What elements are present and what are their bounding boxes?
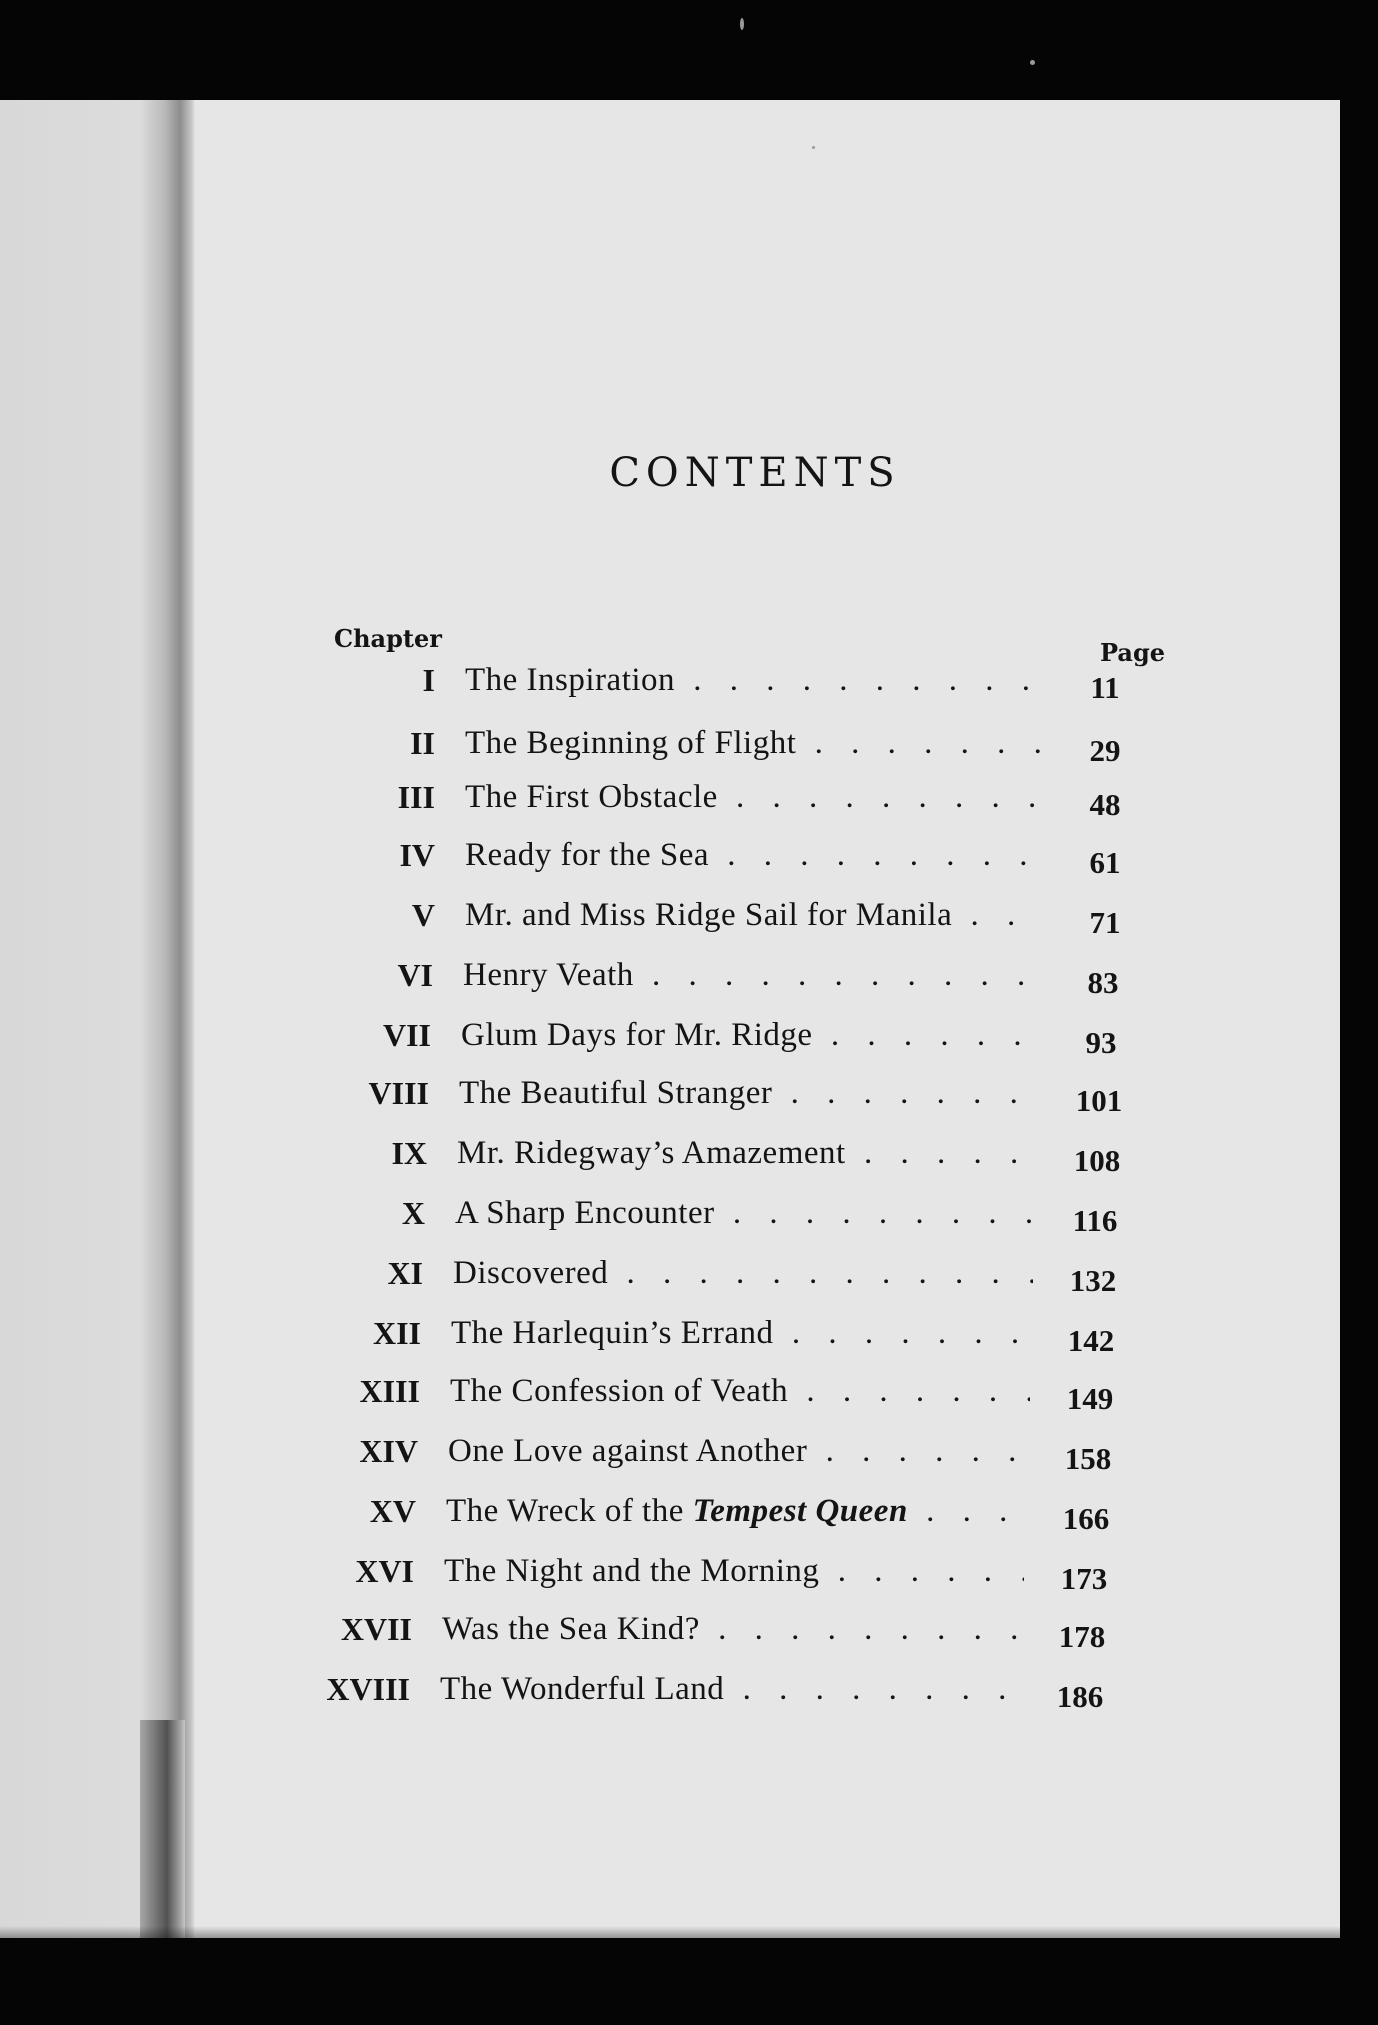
chapter-number: III [397,779,435,815]
chapter-number: IX [391,1135,427,1171]
page-number: 142 [1067,1323,1115,1358]
page-number: 158 [1064,1441,1112,1476]
chapter-column-label: Chapter [334,624,442,653]
page-number: 101 [1075,1083,1123,1118]
chapter-number: V [411,897,435,933]
page-number: 166 [1062,1501,1110,1536]
chapter-title: Mr. and Miss Ridge Sail for Manila . . . [465,890,1045,940]
page-number: 178 [1058,1619,1106,1654]
chapter-title: Was the Sea Kind? . . . [442,1604,1022,1654]
chapter-title: The Harlequin’s Errand . . . [451,1308,1031,1358]
page-number: 48 [1089,787,1121,822]
chapter-title: Mr. Ridegway’s Amazement . . . [457,1128,1037,1178]
page-number: 108 [1073,1143,1121,1178]
page-number: 132 [1069,1263,1117,1298]
chapter-title: Discovered . . . [453,1248,1033,1298]
page-number: 116 [1072,1203,1118,1238]
page-column-label: Page [1100,638,1166,667]
chapter-number: I [422,662,435,698]
page-number: 71 [1089,905,1121,940]
contents-heading: CONTENTS [609,450,901,496]
chapter-title: One Love against Another . . . [448,1426,1028,1476]
page-number: 173 [1060,1561,1108,1596]
chapter-title: The Beginning of Flight . . . [465,718,1045,768]
page-number: 83 [1087,965,1119,1000]
chapter-number: II [410,725,435,761]
page-number: 149 [1066,1381,1114,1416]
chapter-title: Henry Veath . . . [463,950,1043,1000]
chapter-number: XVI [355,1553,414,1589]
chapter-number: X [401,1195,425,1231]
chapter-number: XII [372,1315,421,1351]
chapter-title: The Confession of Veath . . . [450,1366,1030,1416]
chapter-title: The Beautiful Stranger . . . [459,1068,1039,1118]
chapter-title: A Sharp Encounter . . . [455,1188,1035,1238]
chapter-title: The Inspiration . . . [465,655,1045,705]
page-number: 11 [1090,670,1120,705]
page-number: 29 [1089,733,1121,768]
chapter-number: XVII [340,1611,412,1647]
chapter-title: Glum Days for Mr. Ridge . . . [461,1010,1041,1060]
chapter-number: VI [397,957,433,993]
page-number: 186 [1056,1679,1104,1714]
chapter-title: Ready for the Sea . . . [465,830,1045,880]
chapter-title: The Night and the Morning . . . [444,1546,1024,1596]
chapter-number: XI [387,1255,423,1291]
chapter-number: XV [369,1493,416,1529]
page-number: 93 [1085,1025,1117,1060]
chapter-title: The First Obstacle . . . [465,772,1045,822]
page-number: 61 [1089,845,1121,880]
chapter-number: XIII [359,1373,420,1409]
chapter-number: XVIII [326,1671,410,1707]
chapter-number: VII [382,1017,431,1053]
chapter-title: The Wreck of the Tempest Queen . . . [446,1486,1026,1536]
chapter-title: The Wonderful Land . . . [440,1664,1020,1714]
chapter-number: XIV [359,1433,418,1469]
chapter-number: VIII [368,1075,429,1111]
chapter-number: IV [399,837,435,873]
